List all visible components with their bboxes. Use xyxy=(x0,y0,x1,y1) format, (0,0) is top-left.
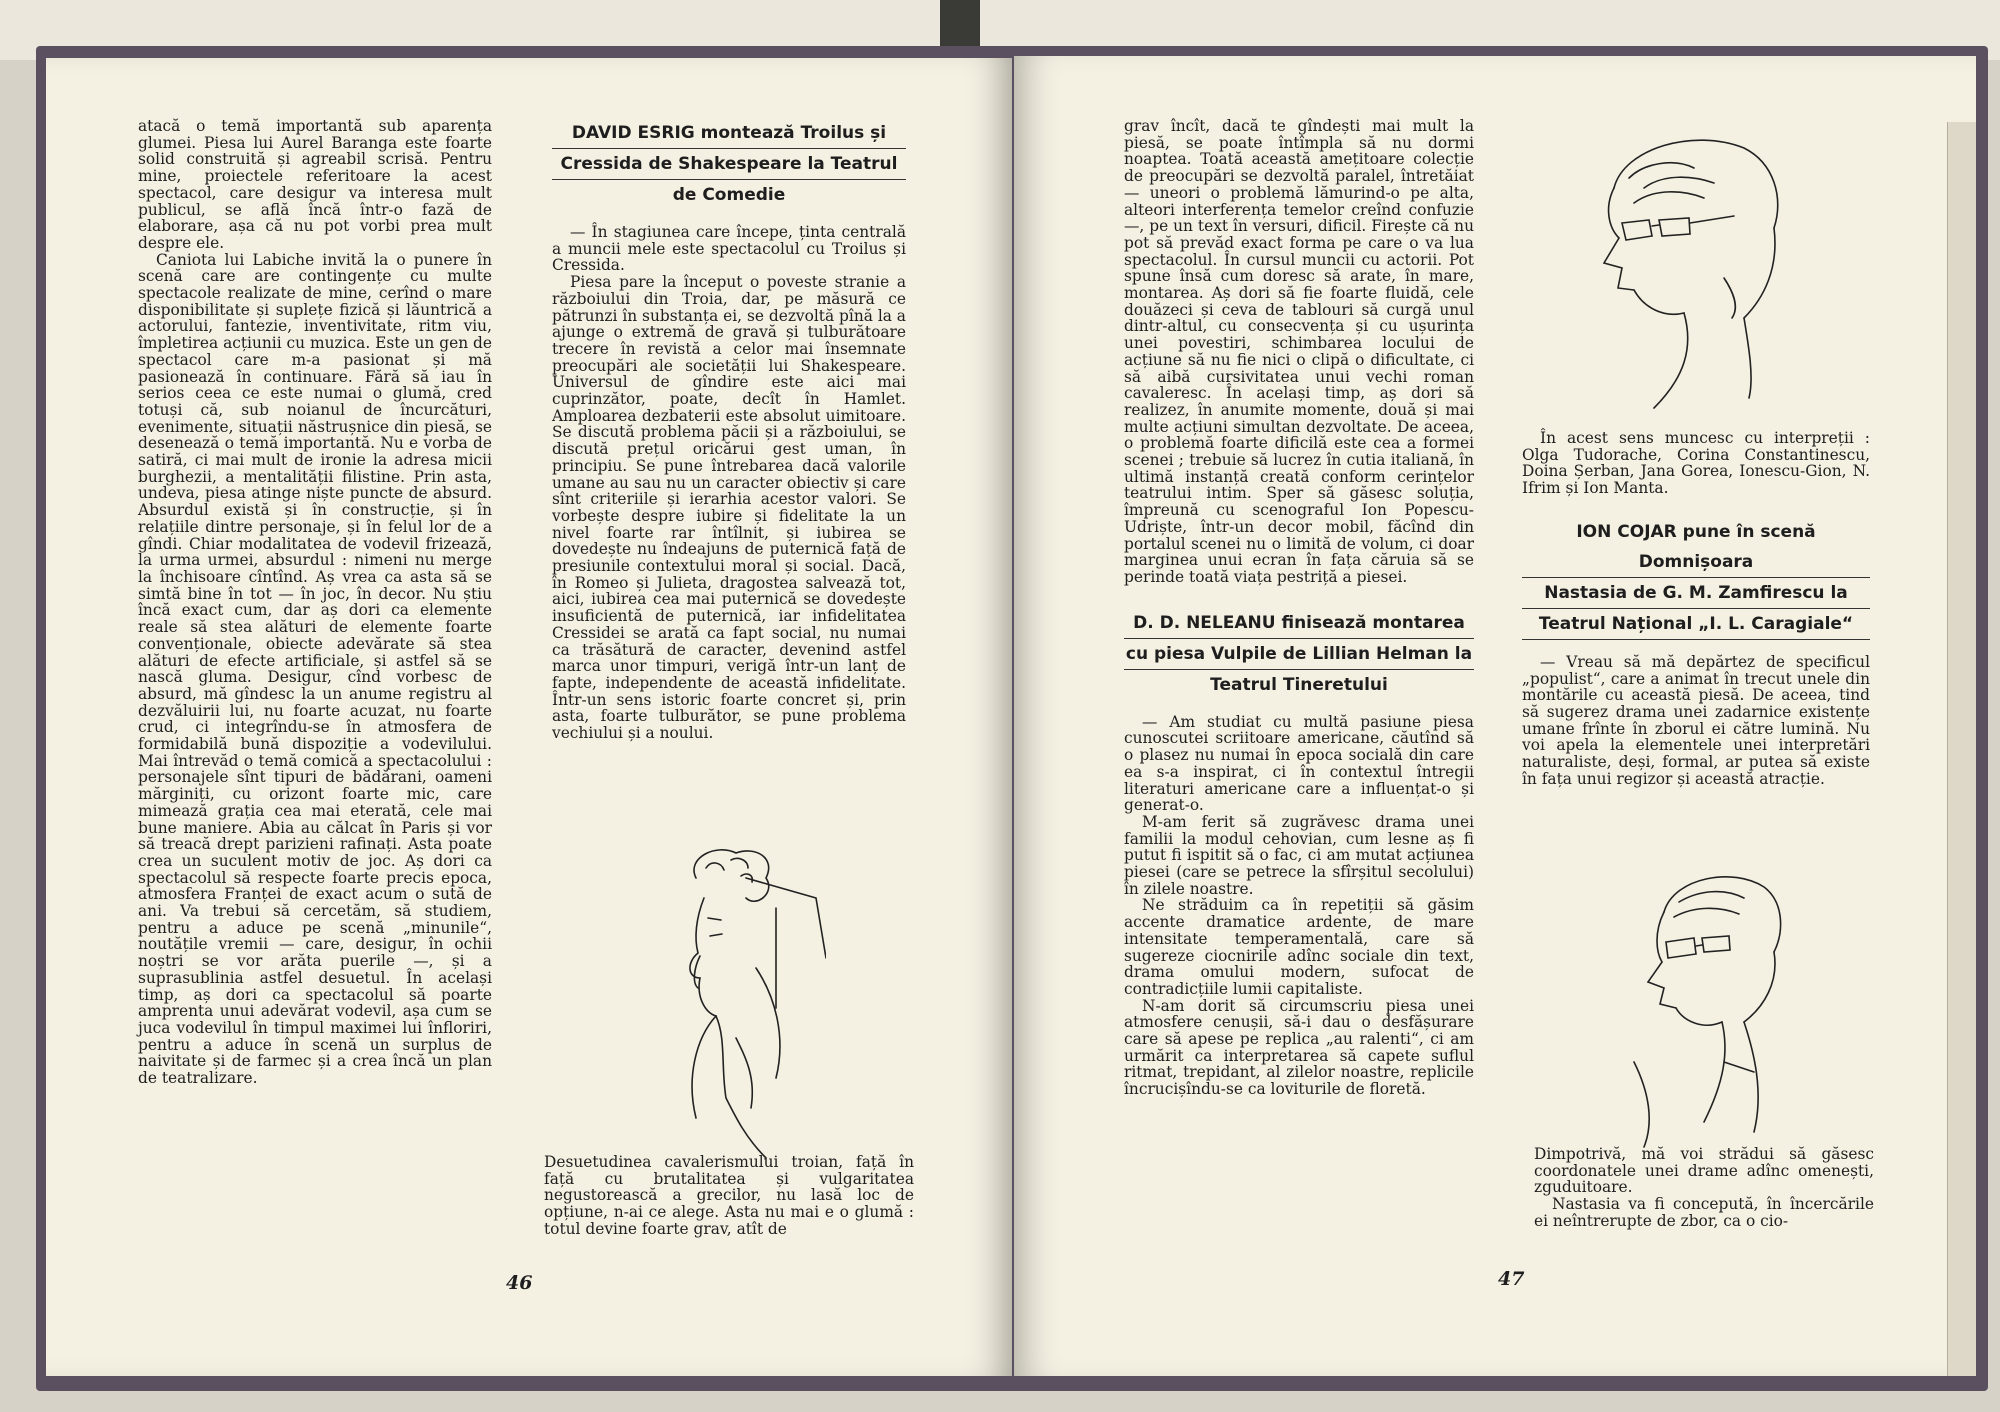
paragraph: În acest sens muncesc cu interpreții : Olga Tudorache, Corina Constantinescu, Doina Șerban, Jana Gorea, Ionescu-Gion, N. Ifrim și Ion Manta. xyxy=(1522,429,1870,498)
heading-line: D. D. NELEANU finisează montarea xyxy=(1124,608,1474,639)
paragraph: Dimpotrivă, mă voi strădui să găsesc coordonatele unei drame adînc omenești, zguduitoare. xyxy=(1534,1145,1874,1197)
paragraph: Caniota lui Labiche invită la o punere în scenă care are contingențe cu multe spectacole realizate de mine, cerînd o mare disponibilitate și suplețe fizică și lăuntrică a actorului, fantezie, inventivitate, ritm viu, împletirea acțiunii cu muzica. Este un gen de spectacol care m-a pasionat și mă pasionează în continuare. Fără să iau în serios ceea ce este numai o glumă, cred totuși că, sub noianul de încurcături, evenimente, situații năstrușnice din piesă, se desenează o temă importantă. Nu e vorba de satiră, ci mai mult de ironie la adresa micii burghezii, a mentalității filistine. Prin asta, undeva, piesa atinge niște puncte de absurd. Absurdul există și în construcție, și în relațiile dintre personaje, și în felul lor de a gîndi. Chiar modalitatea de vodevil frizează, la urma urmei, absurdul : nimeni nu merge la închisoare cîntînd. Aș vrea ca asta să se simtă bine în tot — în joc, în decor. Nu știu încă exact cum, dar aș dori ca elemente reale să stea alături de elemente foarte convenționale, obiecte adevărate să stea alături de efecte artificiale, și astfel să se nască gluma. Desigur, cînd vorbesc de absurd, mă gîndesc la un anume registru al dezvăluirii lui, nu foarte acuzat, nu foarte crud, ci integrîndu-se în atmosfera de formidabilă bună dispoziție a vodevilului. Mai întrevăd o temă comică a spectacolului : personajele sînt tipuri de bădărani, oameni mărginiți, cu orizont foarte mic, care mimează grația cea mai eterată, cele mai bune maniere. Abia au călcat în Paris și vor să treacă drept parizieni rafinați. Asta poate crea un suculent motiv de joc. Aș dori ca spectacolul să respecte foarte precis epoca, atmosfera Franței de exact acum o sută de ani. Va trebui să cercetăm, să studiem, pentru a aduce pe scenă „minunile“, noutățile vremii — care, desigur, în ochii noștri se vor arăta puerile —, și a suprasublinia astfel desuetul. În același timp, aș dori ca spectacolul să poarte amprenta unui adevărat vodevil, așa cum se juca vodevilul în timpul maximei lui înfloriri, pentru a aduce în scenă un surplus de naivitate și de farmec și a crea încă un plan de teatralizare. xyxy=(138,250,492,1088)
paragraph: Piesa pare la început o poveste stranie a războiului din Troia, dar, pe măsură ce pătrunzi în substanța ei, se dezvoltă pînă la a ajunge o extremă de gravă și tulburătoare trecere în revistă a celor mai însemnate preocupări ale societății lui Shakespeare. Universul de gîndire este aici mai cuprinzător, poate, decît în Hamlet. Amploarea dezbaterii este absolut uimitoare. Se discută problema păcii și a războiului, se discută prețul oricărui gest uman, în principiu. Se pune întrebarea dacă valorile umane au sau nu un caracter obiectiv și care sînt criteriile și ierarhia acestor valori. Se vorbește despre iubire și fidelitate la un nivel foarte rar întîlnit, și iubirea se dovedește nu îndeajuns de puternică față de presiunile contextului moral și social. Dacă, în Romeo și Julieta, dragostea salvează tot, aici, iubirea cea mai puternică se dovedește insuficientă de puternică, iar infidelitatea Cressidei se arată ca fapt social, nu numai ca trăsătură de caracter, devenind astfel marca unor timpuri, verigă într-un lanț de fapte, independente de această infidelitate. Într-un sens istoric foarte concret și, prin asta, foarte tulburător, se pune problema vechiului și a noului. xyxy=(552,273,906,743)
heading-line: cu piesa Vulpile de Lillian Helman la xyxy=(1124,639,1474,670)
page-number: 46 xyxy=(506,1272,533,1294)
paragraph: N-am dorit să circumscriu piesa unei atmosfere cenușii, să-i dau o desfășurare care să apese pe replica „au ralenti“, ci am urmărit ca interpretarea să capete suflul ritmat, trepidant, al zilelor noastre, replicile încrucișîndu-se ca loviturile de floretă. xyxy=(1124,996,1474,1099)
paragraph: Nastasia va fi concepută, în încercările ei neîntrerupte de zbor, ca o cio- xyxy=(1534,1195,1874,1230)
paragraph: grav încît, dacă te gîndești mai mult la piesă, se poate întîmpla să nu dormi noaptea. Toată această amețitoare colecție de preocupări se dezvoltă paralel, întretăiat — uneori o problemă lămurind-o pe alta, alteori interferența temelor creînd confuzie —, pe un text în versuri, dificil. Firește că nu pot să prevăd exact forma pe care o va lua spectacolul. În cursul muncii cu actorii. Pot spune însă cum doresc să arate, în mare, montarea. Aș dori să fie foarte fluidă, cele douăzeci și ceva de tablouri să curgă unul dintr-altul, cu consecvența și cu ușurința unei povestiri, schimbarea locului de acțiune să nu fie nici o clipă o dificultate, ci să aibă cursivitatea unui vechi roman cavaleresc. În același timp, aș dori să realizez, în anumite momente, două și mai multe acțiuni simultan dezvoltate. De aceea, o problemă foarte dificilă este cea a formei scenei ; trebuie să lucrez în cutia italiană, în ultimă instanță creată conform cerințelor teatrului intim. Sper să găsesc soluția, împreună cu scenograful Ion Popescu-Udriște, într-un decor mobil, făcînd din portalul scenei nu o limită de volum, ci doar marginea unui ecran în fața căruia să se perinde toată viața pestriță a piesei. xyxy=(1124,117,1474,586)
portrait-sketch-man-glasses xyxy=(1574,128,1804,418)
paragraph: — În stagiunea care începe, ținta centrală a muncii mele este spectacolul cu Troilus și Cressida. xyxy=(552,223,906,275)
right-column-2-bottom xyxy=(1534,1146,1874,1230)
right-column-2 xyxy=(1522,430,1870,787)
paragraph: M-am ferit să zugrăvesc drama unei familii la modul cehovian, cum lesne aș fi putut fi ispitit să o fac, ci am mutat acțiunea piesei (care se petrece la sfîrșitul secolului) în zilele noastre. xyxy=(1124,812,1474,898)
heading-line: Teatrul Tineretului xyxy=(1210,674,1388,695)
right-page xyxy=(1014,56,1976,1376)
article-heading-cojar xyxy=(1522,517,1870,640)
page-edge-strip xyxy=(1947,122,1976,1376)
right-column-1 xyxy=(1124,118,1474,1098)
article-heading-neleanu xyxy=(1124,608,1474,700)
paragraph: — Vreau să mă depărtez de specificul „populist“, care a animat în trecut unele din montările cu această piesă. De aceea, tind să sugerez drama unei zadarnice existențe umane frînte în zborul ei către lumină. Nu voi apela la elementele unei interpretări naturaliste, deși, formal, ar putea să existe în fața unui regizor și această atracție. xyxy=(1522,652,1870,788)
article-heading-esrig xyxy=(552,118,906,210)
portrait-sketch-man-glasses-2 xyxy=(1604,862,1804,1152)
left-caption-text: Desuetudinea cavalerismului troian, față în față cu brutalitatea și vulgaritatea negustorească a grecilor, nu lasă loc de opțiune, n-ai ce alege. Asta nu mai e o glumă : totul devine foarte grav, atît de xyxy=(544,1153,914,1238)
left-column-1 xyxy=(138,118,492,1087)
heading-line: de Comedie xyxy=(672,185,786,205)
paragraph: — Am studiat cu multă pasiune piesa cunoscutei scriitoare americane, căutînd să o plasez nu numai în epoca socială din care ea s-a inspirat, ci în contextul întregii literaturi americane care a influențat-o și generat-o. xyxy=(1124,712,1474,815)
heading-line: Nastasia de G. M. Zamfirescu la xyxy=(1522,578,1870,609)
portrait-sketch-caricature xyxy=(626,838,826,1178)
heading-line: ION COJAR pune în scenă Domnișoara xyxy=(1522,517,1870,578)
paragraph: atacă o temă importantă sub aparența glumei. Piesa lui Aurel Baranga este foarte solid construită și agreabil scrisă. Pentru mine, proiectele referitoare la acest spectacol, care desigur va interesa mult publicul, se află încă într-o fază de elaborare, așa că nu pot vorbi prea mult despre ele. xyxy=(138,117,492,252)
paragraph: Ne străduim ca în repetiții să găsim accente dramatice ardente, de mare intensitate temperamentală, care să sugereze ciocnirile adînc sociale din text, drama omului modern, sufocat de contradicțiile lumii capitaliste. xyxy=(1124,896,1474,998)
page-number: 47 xyxy=(1498,1268,1525,1290)
heading-line: Cressida de Shakespeare la Teatrul xyxy=(552,149,906,180)
heading-line: Teatrul Național „I. L. Caragiale“ xyxy=(1522,609,1870,640)
left-column-2 xyxy=(552,118,906,742)
heading-line: DAVID ESRIG montează Troilus și xyxy=(552,118,906,149)
left-page xyxy=(46,58,1012,1376)
